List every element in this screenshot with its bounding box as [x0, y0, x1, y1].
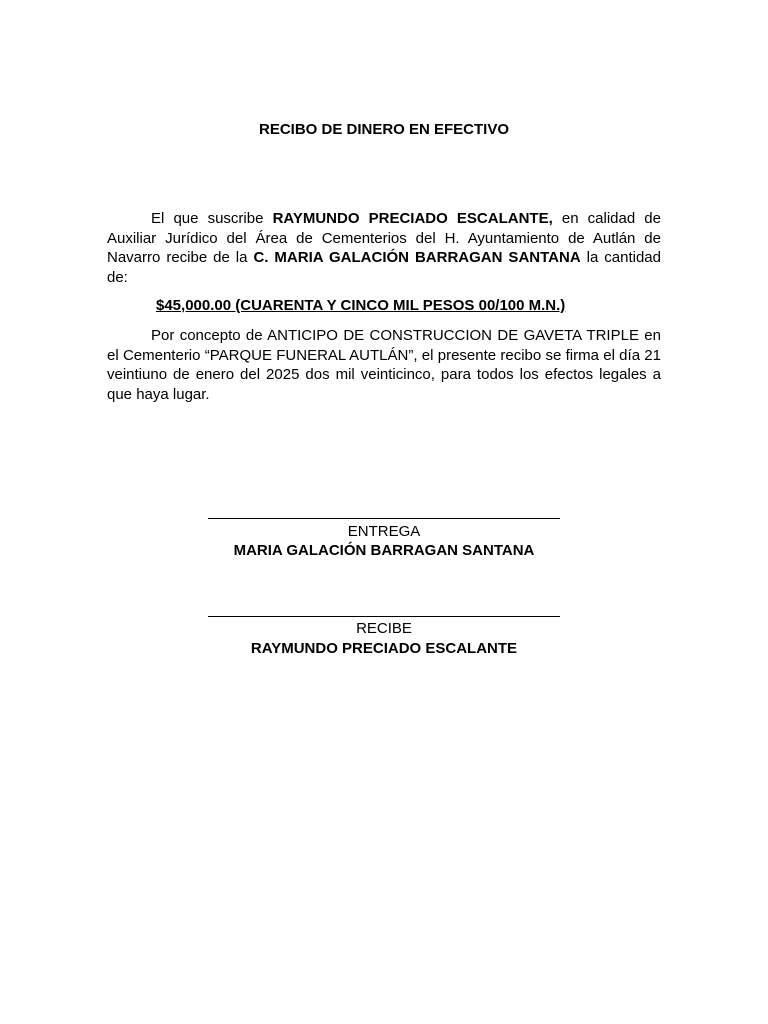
signature-name-entrega: MARIA GALACIÓN BARRAGAN SANTANA: [233, 542, 535, 559]
intro-paragraph: [107, 209, 661, 287]
signature-role-entrega: ENTREGA: [347, 523, 421, 540]
concept-paragraph: [107, 326, 661, 404]
signature-role-recibe: RECIBE: [356, 620, 412, 637]
signature-line-recibe: [208, 616, 560, 617]
signature-name-recibe: RAYMUNDO PRECIADO ESCALANTE: [250, 640, 518, 657]
document-title: RECIBO DE DINERO EN EFECTIVO: [258, 121, 510, 138]
payer-name-bold: C. MARIA GALACIÓN BARRAGAN SANTANA: [253, 249, 581, 266]
signature-line-entrega: [208, 518, 560, 519]
concept-text: Por concepto de ANTICIPO DE CONSTRUCCION DE GAVETA TRIPLE en el Cementerio “PARQUE FUNERAL AUTLÁN”, el presente recibo se firma el día 21 veintiuno de enero del 2025 dos mil veinticinco, para todos los efectos legales a que haya lugar.: [107, 327, 661, 403]
intro-text-2: en calidad de Auxiliar Jurídico del Área de Cementerios del H. Ayuntamiento de Autlán de Navarro recibe de la: [107, 210, 661, 266]
amount-line: $45,000.00 (CUARENTA Y CINCO MIL PESOS 00/100 M.N.): [156, 297, 566, 314]
intro-text-1: El que suscribe: [151, 210, 273, 227]
intro-text-3: la cantidad de:: [107, 249, 661, 286]
receiver-name-bold: RAYMUNDO PRECIADO ESCALANTE,: [272, 210, 553, 227]
